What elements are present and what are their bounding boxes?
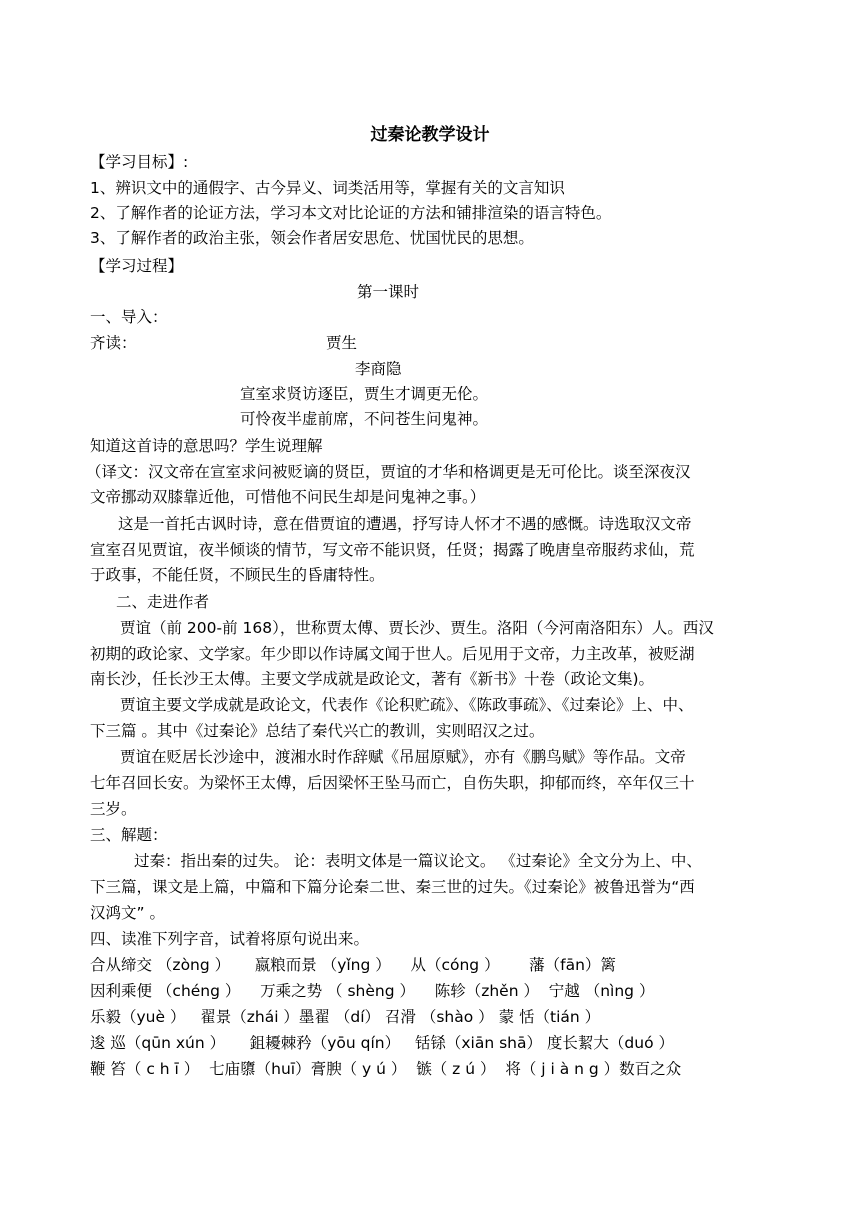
translation-line: 文帝挪动双膝靠近他，可惜他不问民生却是问鬼神之事。） <box>90 488 486 506</box>
analysis-line: 于政事，不能任贤，不顾民生的昏庸特性。 <box>90 566 385 584</box>
author-para1-line: 初期的政论家、文学家。年少即以作诗属文闻于世人。后见用于文帝，力主改革，被贬湖 <box>90 645 695 663</box>
poem-question: 知道这首诗的意思吗？学生说理解 <box>90 437 323 455</box>
section2-heading: 二、走进作者 <box>116 593 210 611</box>
section4-heading: 四、读准下列字音，试着将原句说出来。 <box>90 930 370 948</box>
pinyin-line: 合从缔交 （zòng ） 嬴粮而景 （yǐng ） 从（cóng ） 藩（fān）篱 <box>90 956 616 974</box>
pinyin-line: 因利乘便 （chéng ） 万乘之势 （ shèng ） 陈轸（zhěn ） 宁越 （nìng ） <box>90 982 655 1000</box>
lesson-label: 第一课时 <box>356 283 419 301</box>
poem-title: 贾生 <box>326 334 358 352</box>
objective-item: 3、了解作者的政治主张，领会作者居安思危、忧国忧民的思想。 <box>90 229 534 247</box>
translation-line: （译文：汉文帝在宣室求问被贬谪的贤臣，贾谊的才华和格调更是无可伦比。谈至深夜汉 <box>86 463 691 481</box>
author-para2-line: 贾谊主要文学成就是政论文，代表作《论积贮疏》、《陈政事疏》、《过秦论》上、中、 <box>120 696 694 714</box>
author-para3-line: 七年召回长安。为梁怀王太傅，后因梁怀王坠马而亡，自伤失职，抑郁而终，卒年仅三十 <box>90 774 695 792</box>
pinyin-line: 乐毅（yuè ） 翟景（zhái ）墨翟 （dí） 召滑 （shào ） 蒙 恬（tián ） <box>90 1008 601 1026</box>
title-explain-line: 汉鸿文” 。 <box>90 904 165 922</box>
analysis-line: 这是一首托古讽时诗，意在借贾谊的遭遇，抒写诗人怀才不遇的感慨。诗选取汉文帝 <box>118 515 692 533</box>
author-para1-line: 贾谊（前 200-前 168），世称贾太傅、贾长沙、贾生。洛阳（今河南洛阳东）人。西汉 <box>120 619 714 637</box>
objectives-header: 【学习目标】: <box>90 153 189 171</box>
pinyin-line: 逡 巡（qūn xún ） 鉏耰棘矜（yōu qín） 铦铩（xiān shā） 度长絜大（duó ） <box>90 1034 675 1052</box>
section1-heading: 一、导入： <box>90 308 168 326</box>
objective-item: 2、了解作者的论证方法，学习本文对比论证的方法和铺排渲染的语言特色。 <box>90 204 612 222</box>
process-header: 【学习过程】 <box>90 257 184 275</box>
author-para1-line: 南长沙，任长沙王太傅。主要文学成就是政论文，著有《新书》十卷（政论文集)。 <box>90 670 655 688</box>
pinyin-line: 鞭 笞（ c h ī ） 七庙隳（huī）膏腴（ y ú ） 镞（ z ú ） 将（ j i à n g ）数百之众 <box>90 1060 682 1078</box>
read-label: 齐读： <box>90 334 137 352</box>
analysis-line: 宣室召见贾谊，夜半倾谈的情节，写文帝不能识贤，任贤；揭露了晚唐皇帝服药求仙，荒 <box>90 541 695 559</box>
title-explain-line: 过秦：指出秦的过失。 论：表明文体是一篇议论文。 《过秦论》全文分为上、中、 <box>134 852 702 870</box>
author-para3-line: 三岁。 <box>90 800 137 818</box>
poem-line: 宣室求贤访逐臣，贾生才调更无伦。 <box>240 385 489 403</box>
author-para2-line: 下三篇 。其中《过秦论》总结了秦代兴亡的教训，实则昭汉之过。 <box>90 722 545 740</box>
objective-item: 1、辨识文中的通假字、古今异义、词类活用等，掌握有关的文言知识 <box>90 179 565 197</box>
title-explain-line: 下三篇，课文是上篇，中篇和下篇分论秦二世、秦三世的过失。《过秦论》被鲁迅誉为“西 <box>90 878 695 896</box>
author-para3-line: 贾谊在贬居长沙途中，渡湘水时作辞赋《吊屈原赋》，亦有《鹏鸟赋》等作品。文帝 <box>120 748 686 766</box>
poem-line: 可怜夜半虚前席，不问苍生问鬼神。 <box>240 410 489 428</box>
section3-heading: 三、解题： <box>90 826 168 844</box>
document-title: 过秦论教学设计 <box>370 125 490 145</box>
poem-author: 李商隐 <box>355 360 402 378</box>
